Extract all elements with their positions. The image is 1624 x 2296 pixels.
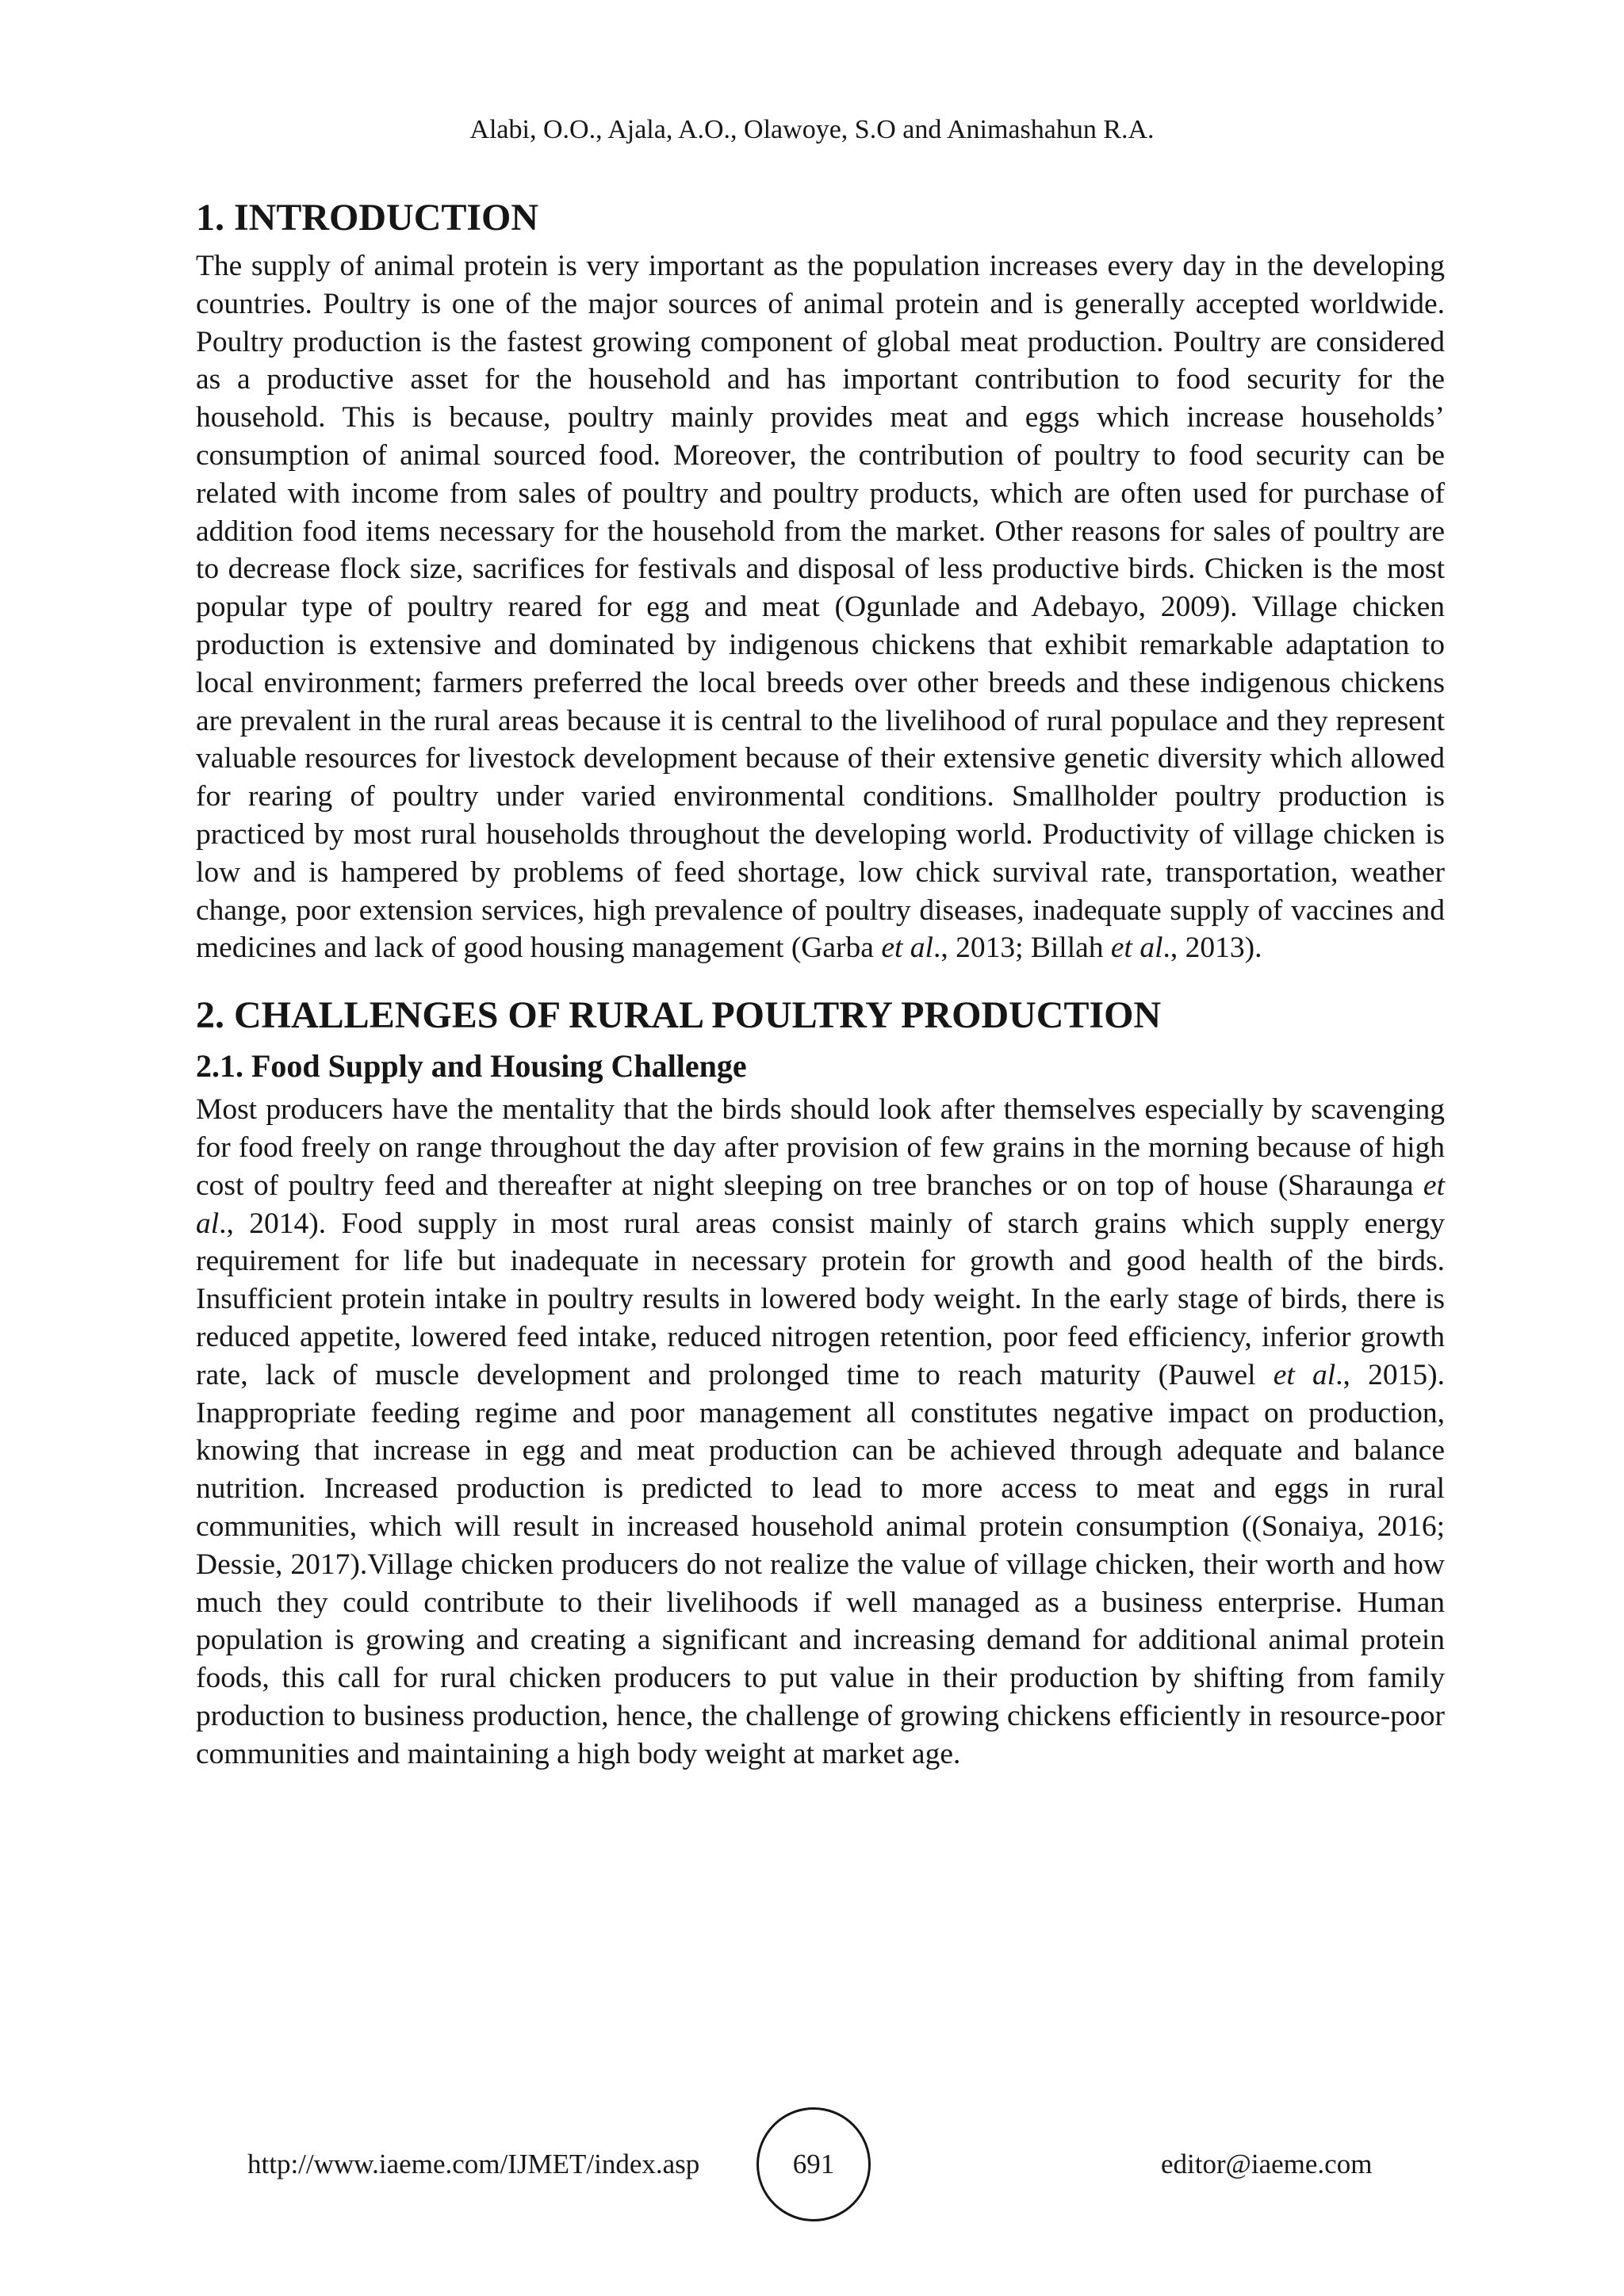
section-heading-challenges: 2. CHALLENGES OF RURAL POULTRY PRODUCTION [196, 994, 1162, 1037]
page-number-circle [756, 2107, 871, 2221]
text-run: ., 2013; Billah [933, 932, 1111, 965]
text-run: ., 2014). Food supply in most rural areas consist mainly of starch grains which supply energy requirement for life but inadequate in necessary protein for growth and good health of the birds. Insufficient protein intake in poultry results in lowered body weight. In the early stage of birds, there is reduced appetite, lowered feed intake, reduced nitrogen retention, poor feed efficiency, inferior growth rate, lack of muscle development and prolonged time to reach maturity (Pauwel [196, 1207, 1445, 1391]
journal-url-link[interactable]: http://www.iaeme.com/IJMET/index.asp [247, 2149, 700, 2179]
running-header-authors: Alabi, O.O., Ajala, A.O., Olawoye, S.O and Animashahun R.A. [469, 115, 1155, 144]
editor-email-link[interactable]: editor@iaeme.com [1161, 2149, 1373, 2179]
text-run: ., 2013). [1162, 932, 1262, 965]
text-run: Most producers have the mentality that the birds should look after themselves especially by scavenging for food freely on range throughout the day after provision of few grains in the morning because of high cost of poultry feed and thereafter at night sleeping on tree branches or on top of house (Sharaunga [196, 1093, 1445, 1202]
text-run: ., 2015). Inappropriate feeding regime and poor management all constitutes negative impact on production, knowing that increase in egg and meat production can be achieved through adequate and balance nutrition. Increased production is predicted to lead to more access to meat and eggs in rural communities, which will result in increased household animal protein consumption ((Sonaiya, 2016; Dessie, 2017).Village chicken producers do not realize the value of village chicken, their worth and how much they could contribute to their livelihoods if well managed as a business enterprise. Human population is growing and creating a significant and increasing demand for additional animal protein foods, this call for rural chicken producers to put value in their production by shifting from family production to business production, hence, the challenge of growing chickens efficiently in resource-poor communities and maintaining a high body weight at market age. [196, 1358, 1445, 1770]
italic-text-run: et al [881, 932, 933, 965]
article-body [196, 193, 1445, 1773]
page-number: 691 [792, 2149, 835, 2179]
subsection-heading-food-supply: 2.1. Food Supply and Housing Challenge [196, 1048, 747, 1085]
italic-text-run: et al [196, 1169, 1445, 1240]
food-supply-paragraph [196, 1091, 1445, 1773]
page-footer [0, 2107, 1624, 2218]
italic-text-run: et al [1110, 932, 1163, 965]
section-heading-introduction: 1. INTRODUCTION [196, 197, 539, 239]
italic-text-run: et al [1273, 1358, 1336, 1391]
text-run: The supply of animal protein is very important as the population increases every day in the developing countries. Poultry is one of the major sources of animal protein and is generally accepted worldwide. Poultry production is the fastest growing component of global meat production. Poultry are considered as a productive asset for the household and has important contribution to food security for the household. This is because, poultry mainly provides meat and eggs which increase households’ consumption of animal sourced food. Moreover, the contribution of poultry to food security can be related with income from sales of poultry and poultry products, which are often used for purchase of addition food items necessary for the household from the market. Other reasons for sales of poultry are to decrease flock size, sacrifices for festivals and disposal of less productive birds. Chicken is the most popular type of poultry reared for egg and meat (Ogunlade and Adebayo, 2009). Village chicken production is extensive and dominated by indigenous chickens that exhibit remarkable adaptation to local environment; farmers preferred the local breeds over other breeds and these indigenous chickens are prevalent in the rural areas because it is central to the livelihood of rural populace and they represent valuable resources for livestock development because of their extensive genetic diversity which allowed for rearing of poultry under varied environmental conditions. Smallholder poultry production is practiced by most rural households throughout the developing world. Productivity of village chicken is low and is hampered by problems of feed shortage, low chick survival rate, transportation, weather change, poor extension services, high prevalence of poultry diseases, inadequate supply of vaccines and medicines and lack of good housing management (Garba [196, 250, 1445, 965]
introduction-paragraph [196, 247, 1445, 967]
